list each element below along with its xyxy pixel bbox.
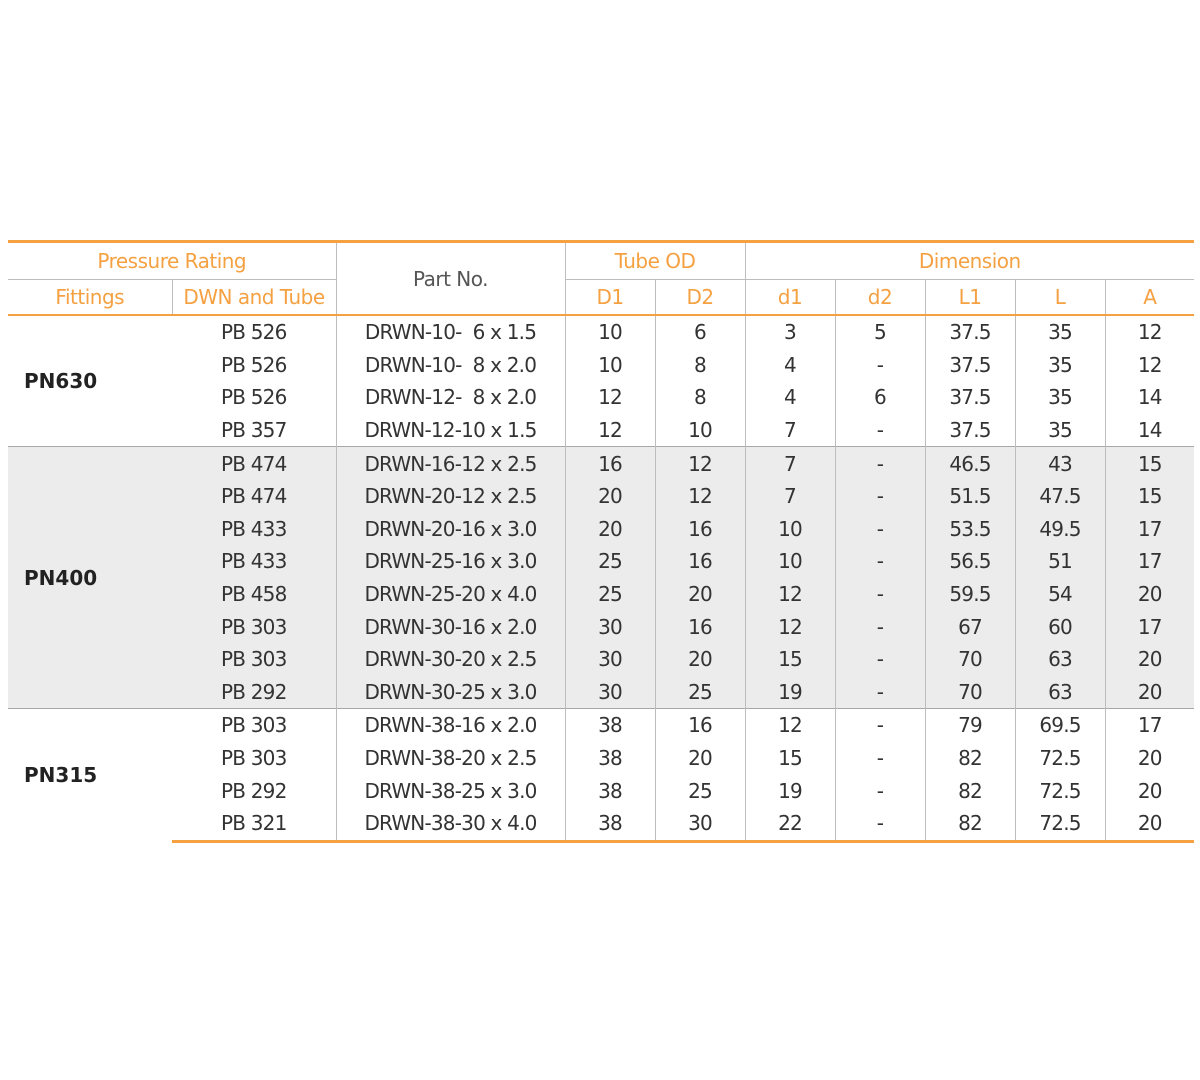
cell-L: 69.5 [1015,709,1105,742]
cell-D2: 16 [655,709,745,742]
cell-d1: 7 [745,447,835,480]
cell-d1: 10 [745,545,835,578]
cell-D1: 38 [565,807,655,841]
cell-part: DRWN-38-30 x 4.0 [336,807,565,841]
cell-part: DRWN-30-20 x 2.5 [336,643,565,676]
cell-D1: 10 [565,349,655,382]
spec-table-container [8,240,1194,843]
table-header [8,242,1194,316]
header-A: A [1105,280,1194,316]
cell-A: 14 [1105,414,1194,447]
header-D1: D1 [565,280,655,316]
group-pn400 [8,447,1194,709]
cell-d1: 7 [745,480,835,513]
cell-L1: 70 [925,676,1015,709]
cell-d2: - [835,676,925,709]
cell-d2: - [835,774,925,807]
cell-A: 14 [1105,381,1194,414]
table-row [8,480,1194,513]
cell-L1: 53.5 [925,513,1015,546]
cell-L1: 82 [925,807,1015,841]
cell-D2: 6 [655,315,745,349]
cell-D1: 30 [565,676,655,709]
header-dwn-and-tube: DWN and Tube [172,280,336,316]
cell-D1: 25 [565,545,655,578]
cell-D1: 12 [565,381,655,414]
cell-fit: PB 303 [220,746,287,771]
cell-L1: 56.5 [925,545,1015,578]
pressure-rating-cell: PN630 [24,369,98,394]
cell-A: 20 [1105,742,1194,775]
cell-part: DRWN-12-10 x 1.5 [336,414,565,447]
cell-A: 17 [1105,709,1194,742]
dimension-spec-table [8,240,1194,843]
cell-d2: - [835,414,925,447]
cell-D2: 16 [655,513,745,546]
cell-d1: 12 [745,578,835,611]
cell-d2: - [835,349,925,382]
cell-part: DRWN-20-16 x 3.0 [336,513,565,546]
cell-A: 12 [1105,315,1194,349]
cell-part: DRWN-16-12 x 2.5 [336,447,565,480]
cell-D2: 10 [655,414,745,447]
cell-fit: PB 526 [220,320,287,345]
header-d2: d2 [835,280,925,316]
cell-A: 20 [1105,643,1194,676]
header-L1: L1 [925,280,1015,316]
table-row [8,545,1194,578]
cell-L: 60 [1015,610,1105,643]
cell-d1: 4 [745,349,835,382]
cell-L1: 70 [925,643,1015,676]
cell-D2: 20 [655,578,745,611]
cell-part: DRWN-30-25 x 3.0 [336,676,565,709]
header-d1: d1 [745,280,835,316]
cell-L: 72.5 [1015,774,1105,807]
cell-D1: 20 [565,480,655,513]
cell-part: DRWN-25-16 x 3.0 [336,545,565,578]
cell-D2: 20 [655,643,745,676]
cell-L: 43 [1015,447,1105,480]
header-part-no: Part No. [336,242,565,316]
cell-D2: 20 [655,742,745,775]
header-tube-od: Tube OD [565,242,745,280]
cell-fit: PB 526 [220,385,287,410]
cell-part: DRWN-25-20 x 4.0 [336,578,565,611]
cell-L1: 37.5 [925,349,1015,382]
cell-A: 17 [1105,513,1194,546]
group-pn630 [8,315,1194,447]
table-row [8,447,1194,480]
cell-d1: 15 [745,643,835,676]
cell-A: 20 [1105,774,1194,807]
pressure-rating-cell: PN315 [8,709,172,841]
cell-part: DRWN-38-16 x 2.0 [336,709,565,742]
group-pn315 [8,709,1194,841]
cell-fit: PB 474 [172,447,336,480]
cell-fit: PB 321 [172,807,336,841]
cell-L1: 82 [925,774,1015,807]
cell-D2: 30 [655,807,745,841]
table-row [8,643,1194,676]
cell-fit: PB 303 [172,709,336,742]
cell-fit: PB 433 [172,545,336,578]
cell-d1: 12 [745,610,835,643]
cell-L: 35 [1015,349,1105,382]
cell-D1: 38 [565,742,655,775]
cell-part: DRWN-10- 8 x 2.0 [336,349,565,382]
cell-L1: 37.5 [925,315,1015,349]
cell-D2: 8 [655,349,745,382]
cell-L: 63 [1015,676,1105,709]
table-row [8,414,1194,447]
header-L: L [1015,280,1105,316]
table-row [8,774,1194,807]
cell-d2: - [835,513,925,546]
cell-fit: PB 526 [220,352,287,377]
cell-d2: - [835,545,925,578]
cell-D2: 16 [655,610,745,643]
table-row [8,610,1194,643]
header-fittings: Fittings [8,280,172,316]
cell-d1: 15 [745,742,835,775]
cell-fit: PB 292 [172,676,336,709]
cell-d1: 3 [745,315,835,349]
cell-part: DRWN-38-20 x 2.5 [336,742,565,775]
cell-d2: - [835,643,925,676]
table-row [8,709,1194,742]
cell-D1: 38 [565,709,655,742]
cell-L: 47.5 [1015,480,1105,513]
cell-D1: 38 [565,774,655,807]
cell-L1: 59.5 [925,578,1015,611]
cell-L: 54 [1015,578,1105,611]
table-row [8,315,1194,349]
cell-D1: 30 [565,643,655,676]
header-pressure-rating: Pressure Rating [8,242,336,280]
cell-d1: 19 [745,774,835,807]
cell-L: 72.5 [1015,742,1105,775]
cell-d1: 10 [745,513,835,546]
cell-L1: 79 [925,709,1015,742]
cell-part: DRWN-12- 8 x 2.0 [336,381,565,414]
cell-D2: 16 [655,545,745,578]
table-row [8,742,1194,775]
cell-A: 17 [1105,610,1194,643]
cell-D2: 25 [655,676,745,709]
cell-L: 35 [1015,414,1105,447]
cell-d1: 4 [745,381,835,414]
cell-D2: 8 [655,381,745,414]
cell-d2: - [835,709,925,742]
cell-part: DRWN-38-25 x 3.0 [336,774,565,807]
table-row [8,807,1194,841]
cell-part: DRWN-20-12 x 2.5 [336,480,565,513]
cell-d1: 7 [745,414,835,447]
header-dimension: Dimension [745,242,1194,280]
cell-A: 17 [1105,545,1194,578]
cell-L: 63 [1015,643,1105,676]
cell-fit: PB 433 [172,513,336,546]
cell-part: DRWN-30-16 x 2.0 [336,610,565,643]
cell-d2: 5 [835,315,925,349]
cell-d2: - [835,447,925,480]
cell-L1: 51.5 [925,480,1015,513]
cell-A: 15 [1105,447,1194,480]
cell-L1: 37.5 [925,381,1015,414]
cell-D2: 12 [655,447,745,480]
cell-L: 35 [1015,315,1105,349]
cell-D2: 12 [655,480,745,513]
cell-A: 15 [1105,480,1194,513]
cell-L1: 82 [925,742,1015,775]
cell-L: 72.5 [1015,807,1105,841]
cell-L: 51 [1015,545,1105,578]
cell-fit: PB 458 [172,578,336,611]
cell-d2: - [835,578,925,611]
table-row [8,513,1194,546]
cell-d2: 6 [835,381,925,414]
cell-L1: 37.5 [925,414,1015,447]
cell-D1: 20 [565,513,655,546]
header-D2: D2 [655,280,745,316]
cell-L1: 67 [925,610,1015,643]
cell-fit: PB 303 [172,643,336,676]
cell-d2: - [835,807,925,841]
cell-D1: 25 [565,578,655,611]
cell-D2: 25 [655,774,745,807]
cell-L1: 46.5 [925,447,1015,480]
cell-d2: - [835,480,925,513]
table-row [8,676,1194,709]
cell-d2: - [835,610,925,643]
cell-d1: 19 [745,676,835,709]
cell-L: 35 [1015,381,1105,414]
cell-d1: 22 [745,807,835,841]
cell-D1: 16 [565,447,655,480]
cell-A: 20 [1105,807,1194,841]
cell-D1: 10 [565,315,655,349]
cell-A: 20 [1105,676,1194,709]
cell-D1: 30 [565,610,655,643]
table-row [8,578,1194,611]
cell-d2: - [835,742,925,775]
cell-A: 12 [1105,349,1194,382]
cell-D1: 12 [565,414,655,447]
cell-fit: PB 357 [220,418,287,443]
cell-L: 49.5 [1015,513,1105,546]
cell-fit: PB 474 [172,480,336,513]
table-row [8,349,1194,382]
cell-fit: PB 303 [172,610,336,643]
table-row [8,381,1194,414]
cell-part: DRWN-10- 6 x 1.5 [336,315,565,349]
pressure-rating-cell: PN400 [8,447,172,709]
cell-d1: 12 [745,709,835,742]
cell-A: 20 [1105,578,1194,611]
cell-fit: PB 292 [220,778,287,803]
